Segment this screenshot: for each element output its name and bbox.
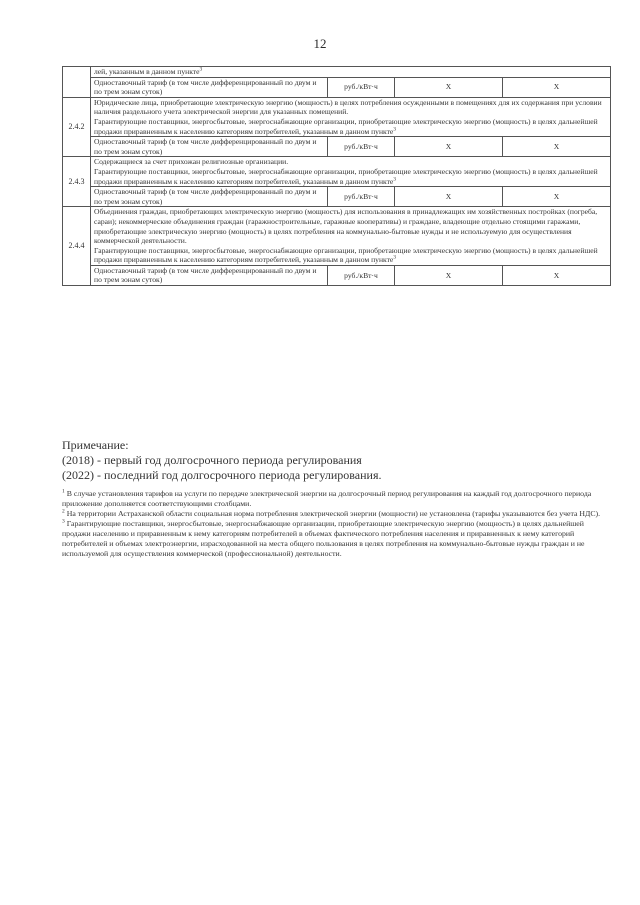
tariff-label: Одноставочный тариф (в том числе дифференцированный по двум и по трем зонам суток): [91, 137, 328, 157]
tariff-value-2: X: [503, 265, 611, 285]
tariff-unit: руб./кВт·ч: [328, 137, 395, 157]
cell-text: Юридические лица, приобретающие электрическую энергию (мощность) в целях потребления осужденными в помещениях для их содержания при условии наличия раздельного учета электрической энергии для указанных помещений.: [94, 97, 602, 117]
description-paragraph: [94, 246, 607, 265]
footnote-text: В случае установления тарифов на услуги по передаче электрической энергии на долгосрочный период регулирования на каждый год долгосрочного периода приложение дополняется соответствующими столбцами.: [62, 489, 592, 508]
row-number: 2.4.2: [63, 97, 91, 157]
note-line-last-year: (2022) - последний год долгосрочного периода регулирования.: [62, 468, 382, 482]
footnote-text: Гарантирующие поставщики, энергосбытовые, энергоснабжающие организации, приобретающие электрическую энергию (мощность) в целях дальнейшей продажи населению и приравненным к нему категориям потребителей в объемах фактического потребления населения и приравненных к нему категорий потребителей и объемах электроэнергии, израсходованной на места общего пользования в целях потребления на коммунально-бытовые нужды граждан и не используемой для осуществления коммерческой (профессиональной) деятельности.: [62, 519, 585, 558]
category-description: [91, 207, 611, 266]
description-paragraph: [94, 98, 607, 117]
footnote-mark: 1: [62, 488, 65, 495]
tariff-value-1: X: [395, 77, 503, 97]
footnote-ref: 3: [199, 66, 203, 73]
row-number: [63, 67, 91, 98]
footnote-mark: 3: [62, 518, 65, 525]
tariff-value-2: X: [503, 77, 611, 97]
row-number: 2.4.3: [63, 157, 91, 207]
tariff-row: [63, 77, 611, 97]
continuation-row: [63, 67, 611, 78]
cell-text: Гарантирующие поставщики, энергосбытовые, энергоснабжающие организации, приобретающие электрическую энергию (мощность) в целях дальнейшей продажи приравненным к населению категориям потребителей, указанным в данном пункте: [94, 245, 598, 265]
footnote-3: [62, 519, 612, 559]
description-paragraph: [94, 117, 607, 136]
notes-heading: Примечание:: [62, 438, 129, 452]
description-paragraph: [94, 207, 607, 245]
category-description: [91, 157, 611, 187]
footnote-ref: 3: [393, 176, 397, 182]
tariff-value-1: X: [395, 187, 503, 207]
category-description: [91, 97, 611, 136]
description-paragraph: [94, 167, 607, 186]
category-row: [63, 97, 611, 136]
tariff-value-1: X: [395, 137, 503, 157]
footnotes: [62, 489, 612, 559]
page-number: 12: [313, 36, 327, 51]
footnote-text: На территории Астраханской области социальная норма потребления электрической энергии (мощности) не установлена (тарифы указываются без учета НДС).: [66, 509, 601, 518]
footnote-mark: 2: [62, 508, 65, 515]
footnote-2: [62, 509, 612, 519]
continuation-text: [91, 67, 611, 78]
category-row: [63, 207, 611, 266]
tariff-table: [62, 66, 611, 286]
cell-text: Гарантирующие поставщики, энергосбытовые, энергоснабжающие организации, приобретающие электрическую энергию (мощность) в целях дальнейшей продажи приравненным к населению категориям потребителей, указанным в данном пункте: [94, 116, 598, 136]
note-line-first-year: (2018) - первый год долгосрочного периода регулирования: [62, 453, 362, 467]
tariff-label: Одноставочный тариф (в том числе дифференцированный по двум и по трем зонам суток): [91, 77, 328, 97]
tariff-row: [63, 187, 611, 207]
description-paragraph: [94, 157, 607, 167]
tariff-row: [63, 137, 611, 157]
tariff-unit: руб./кВт·ч: [328, 265, 395, 285]
tariff-unit: руб./кВт·ч: [328, 77, 395, 97]
footnote-1: [62, 489, 612, 509]
tariff-label: Одноставочный тариф (в том числе дифференцированный по двум и по трем зонам суток): [91, 187, 328, 207]
notes-section: [62, 438, 612, 559]
tariff-value-1: X: [395, 265, 503, 285]
cell-text: Гарантирующие поставщики, энергосбытовые, энергоснабжающие организации, приобретающие электрическую энергию (мощность) в целях дальнейшей продажи приравненным к населению категориям потребителей, указанным в данном пункте: [94, 166, 598, 186]
cell-text: Содержащиеся за счет прихожан религиозные организации.: [94, 157, 289, 167]
category-row: [63, 157, 611, 187]
tariff-label: Одноставочный тариф (в том числе дифференцированный по двум и по трем зонам суток): [91, 265, 328, 285]
row-number: 2.4.4: [63, 207, 91, 286]
cell-text: Объединения граждан, приобретающих электрическую энергию (мощность) для использования в принадлежащих им хозяйственных постройках (погреба, сараи); некоммерческие объединения граждан (гаражностроительные, гаражные кооперативы) и граждане, владеющие отдельно стоящими гаражами, приобретающие электрическую энергию (мощность) в целях потребления на коммунально-бытовые нужды и не используемую для осуществления коммерческой деятельности.: [94, 207, 598, 246]
footnote-ref: 3: [393, 126, 397, 133]
footnote-ref: 3: [393, 254, 397, 261]
tariff-row: [63, 265, 611, 285]
tariff-value-2: X: [503, 137, 611, 157]
tariff-unit: руб./кВт·ч: [328, 187, 395, 207]
tariff-value-2: X: [503, 187, 611, 207]
cell-text: лей, указанным в данном пункте: [94, 67, 200, 76]
